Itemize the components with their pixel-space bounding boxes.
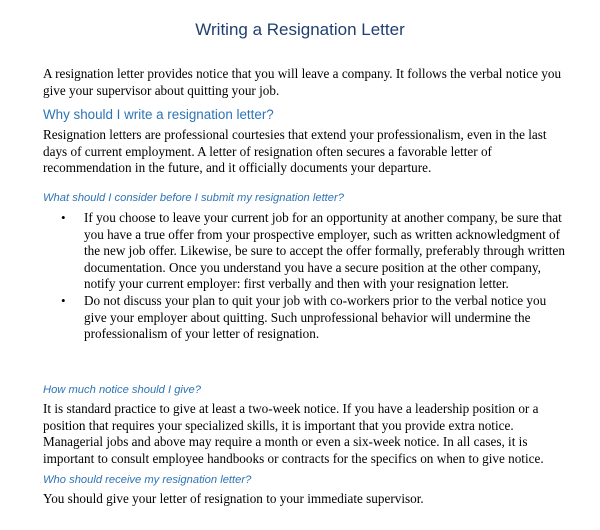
section-heading-why: Why should I write a resignation letter? xyxy=(43,107,274,122)
section-heading-notice: How much notice should I give? xyxy=(43,384,201,396)
consider-bullet-list xyxy=(58,210,568,343)
bullet-text: Do not discuss your plan to quit your job with co-workers prior to the verbal notice you give your employer about quitting. Such unprofessional behavior will undermine the professionalism of your letter of resignation. xyxy=(84,292,547,342)
bullet-icon: • xyxy=(61,292,66,308)
section-text-notice: It is standard practice to give at least a two-week notice. If you have a leadership position or a position that requires your specialized skills, it is important that you provide extra notice. Managerial jobs and above may require a month or even a six-week notice. In all cases, it is important to consult employee handbooks or contracts for the specifics on when to give notice. xyxy=(43,401,544,466)
page-title: Writing a Resignation Letter xyxy=(195,20,405,39)
section-heading-receiver: Who should receive my resignation letter? xyxy=(43,474,252,486)
bullet-text: If you choose to leave your current job for an opportunity at another company, be sure that you have a true offer from your prospective employer, such as written acknowledgment of the new job offer. Likewise, be sure to accept the offer formally, preferably through written documentation. Once you understand you have a secure position at the other company, notify your current employer: first verbally and then with your resignation letter. xyxy=(84,210,565,292)
list-item xyxy=(58,210,568,293)
section-heading-consider: What should I consider before I submit my resignation letter? xyxy=(43,192,344,204)
intro-paragraph: A resignation letter provides notice that you will leave a company. It follows the verbal notice you give your supervisor about quitting your job. xyxy=(43,66,562,98)
section-text-why: Resignation letters are professional courtesies that extend your professionalism, even in the last days of current employment. A letter of resignation often secures a favorable letter of recommendation in the future, and it officially documents your departure. xyxy=(43,127,547,176)
bullet-icon: • xyxy=(61,210,66,225)
section-text-receiver: You should give your letter of resignation to your immediate supervisor. xyxy=(43,491,424,506)
list-item xyxy=(58,293,568,343)
